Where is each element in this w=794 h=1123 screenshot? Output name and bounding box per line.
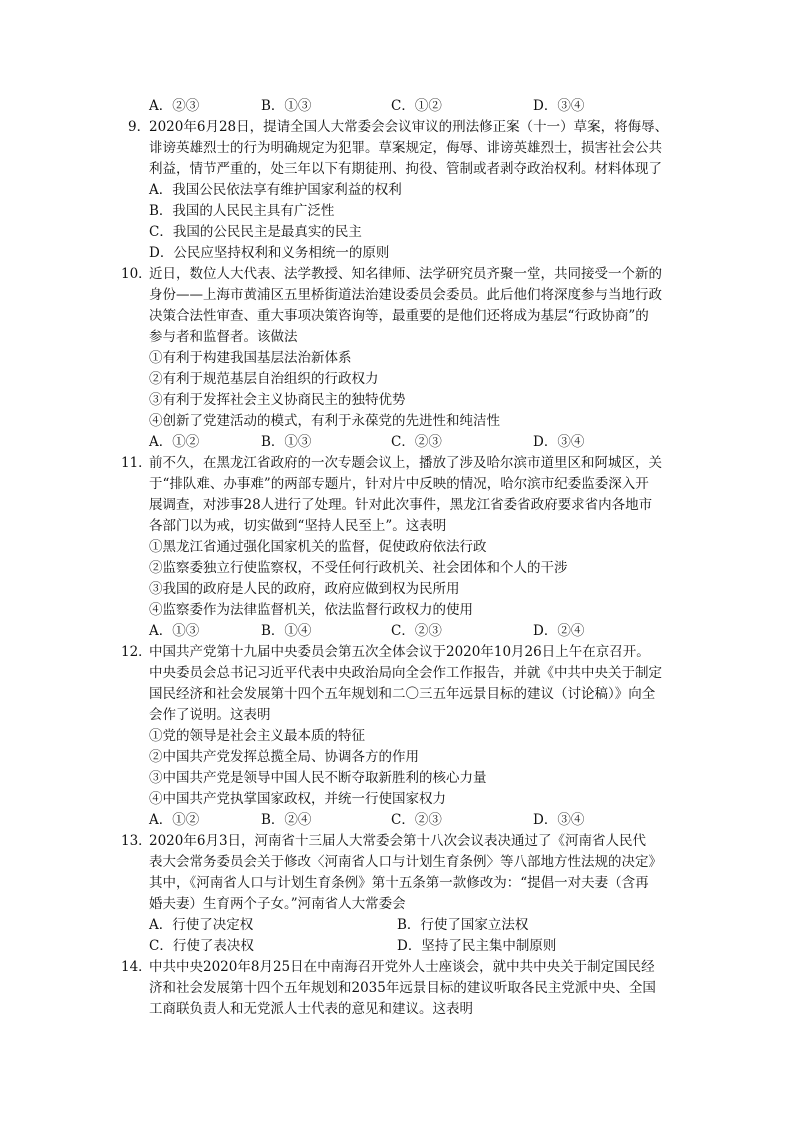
q10-item: ④创新了党建活动的模式，有利于永葆党的先进性和纯洁性 bbox=[149, 413, 500, 429]
q9-stem-line: 诽谤英雄烈士的行为明确规定为犯罪。草案规定，侮辱、诽谤英雄烈士，损害社会公共 bbox=[149, 140, 662, 156]
q12-answer-b: B．②④ bbox=[261, 812, 312, 828]
q13-stem-line: 2020年6月3日，河南省十三届人大常委会第十八次会议表决通过了《河南省人民代 bbox=[149, 833, 647, 849]
q10-answer-a: A．①② bbox=[149, 434, 200, 450]
q13-answer-d: D．坚持了民主集中制原则 bbox=[397, 938, 557, 954]
q12-item: ②中国共产党发挥总揽全局、协调各方的作用 bbox=[149, 749, 419, 765]
q13-stem-line: 表大会常务委员会关于修改〈河南省人口与计划生育条例〉等八部地方性法规的决定》 bbox=[149, 854, 662, 870]
q13-stem-line: 婚夫妻）生育两个子女。”河南省人大常委会 bbox=[149, 896, 406, 912]
q11-answer-a: A．①③ bbox=[149, 623, 200, 639]
q14-stem-line: 工商联负责人和无党派人士代表的意见和建议。这表明 bbox=[149, 1001, 473, 1017]
top-option-a: A．②③ bbox=[149, 98, 200, 114]
q11-item: ②监察委独立行使监察权，不受任何行政机关、社会团体和个人的干涉 bbox=[149, 560, 568, 576]
q11-stem-line: 前不久，在黑龙江省政府的一次专题会议上，播放了涉及哈尔滨市道里区和阿城区，关 bbox=[149, 455, 662, 471]
top-option-d: D．③④ bbox=[533, 98, 585, 114]
q11-item: ①黑龙江省通过强化国家机关的监督，促使政府依法行政 bbox=[149, 539, 487, 555]
q12-answer-a: A．①② bbox=[149, 812, 200, 828]
q13-number: 13． bbox=[121, 833, 152, 849]
q12-answer-c: C．②③ bbox=[391, 812, 442, 828]
q10-stem-line: 身份——上海市黄浦区五里桥街道法治建设委员会委员。此后他们将深度参与当地行政 bbox=[149, 287, 662, 303]
q14-number: 14． bbox=[121, 959, 152, 975]
q9-option-d: D．公民应坚持权利和义务相统一的原则 bbox=[149, 245, 390, 261]
q9-option-b: B．我国的人民民主具有广泛性 bbox=[149, 203, 335, 219]
q10-answer-d: D．③④ bbox=[533, 434, 585, 450]
q9-option-c: C．我国的公民民主是最真实的民主 bbox=[149, 224, 362, 240]
q9-option-a: A．我国公民依法享有维护国家利益的权利 bbox=[149, 182, 402, 198]
q14-stem-line: 中共中央2020年8月25日在中南海召开党外人士座谈会，就中共中央关于制定国民经 bbox=[149, 959, 655, 975]
q12-answer-d: D．③④ bbox=[533, 812, 585, 828]
q10-stem-line: 决策合法性审查、重大事项决策咨询等，最重要的是他们还将成为基层“行政协商”的 bbox=[149, 308, 649, 324]
q10-stem-line: 近日，数位人大代表、法学教授、知名律师、法学研究员齐聚一堂，共同接受一个新的 bbox=[149, 266, 662, 282]
q9-stem-line: 2020年6月28日，提请全国人大常委会会议审议的刑法修正案（十一）草案，将侮辱、 bbox=[149, 119, 669, 135]
q12-stem-line: 会作了说明。这表明 bbox=[149, 707, 271, 723]
q13-answer-c: C．行使了表决权 bbox=[149, 938, 254, 954]
top-option-c: C．①② bbox=[391, 98, 442, 114]
q11-answer-d: D．②④ bbox=[533, 623, 585, 639]
q12-stem-line: 中国共产党第十九届中央委员会第五次全体会议于2020年10月26日上午在京召开。 bbox=[149, 644, 650, 660]
q10-answer-b: B．①③ bbox=[261, 434, 312, 450]
q11-stem-line: 于“排队难、办事难”的两部专题片，针对片中反映的情况，哈尔滨市纪委监委深入开 bbox=[149, 476, 649, 492]
q12-number: 12． bbox=[121, 644, 152, 660]
q12-stem-line: 国民经济和社会发展第十四个五年规划和二〇三五年远景目标的建议（讨论稿）》向全 bbox=[149, 686, 656, 702]
q13-answer-a: A．行使了决定权 bbox=[149, 917, 254, 933]
q11-item: ③我国的政府是人民的政府，政府应做到权为民所用 bbox=[149, 581, 460, 597]
q12-item: ③中国共产党是领导中国人民不断夺取新胜利的核心力量 bbox=[149, 770, 487, 786]
q12-item: ①党的领导是社会主义最本质的特征 bbox=[149, 728, 365, 744]
q9-number: 9． bbox=[128, 119, 151, 135]
q11-answer-c: C．②③ bbox=[391, 623, 442, 639]
q11-stem-line: 各部门以为戒，切实做到“坚持人民至上”。这表明 bbox=[149, 518, 447, 534]
q11-stem-line: 展调查，对涉事28人进行了处理。针对此次事件，黑龙江省委省政府要求省内各地市 bbox=[149, 497, 653, 513]
q11-item: ④监察委作为法律监督机关，依法监督行政权力的使用 bbox=[149, 602, 473, 618]
q10-answer-c: C．②③ bbox=[391, 434, 442, 450]
q12-stem-line: 中央委员会总书记习近平代表中央政治局向全会作工作报告，并就《中共中央关于制定 bbox=[149, 665, 662, 681]
q13-answer-b: B．行使了国家立法权 bbox=[397, 917, 529, 933]
q13-stem-line: 其中，《河南省人口与计划生育条例》第十五条第一款修改为：“提倡一对夫妻（含再 bbox=[149, 875, 649, 891]
q10-item: ②有利于规范基层自治组织的行政权力 bbox=[149, 371, 379, 387]
q10-item: ①有利于构建我国基层法治新体系 bbox=[149, 350, 352, 366]
q10-item: ③有利于发挥社会主义协商民主的独特优势 bbox=[149, 392, 406, 408]
q10-number: 10． bbox=[121, 266, 152, 282]
top-option-b: B．①③ bbox=[261, 98, 312, 114]
q11-answer-b: B．①④ bbox=[261, 623, 312, 639]
q9-stem-line: 利益，情节严重的，处三年以下有期徒刑、拘役、管制或者剥夺政治权利。材料体现了 bbox=[149, 161, 662, 177]
q11-number: 11． bbox=[121, 455, 152, 471]
q10-stem-line: 参与者和监督者。该做法 bbox=[149, 329, 298, 345]
q12-item: ④中国共产党执掌国家政权，并统一行使国家权力 bbox=[149, 791, 446, 807]
q14-stem-line: 济和社会发展第十四个五年规划和2035年远景目标的建议听取各民主党派中央、全国 bbox=[149, 980, 656, 996]
